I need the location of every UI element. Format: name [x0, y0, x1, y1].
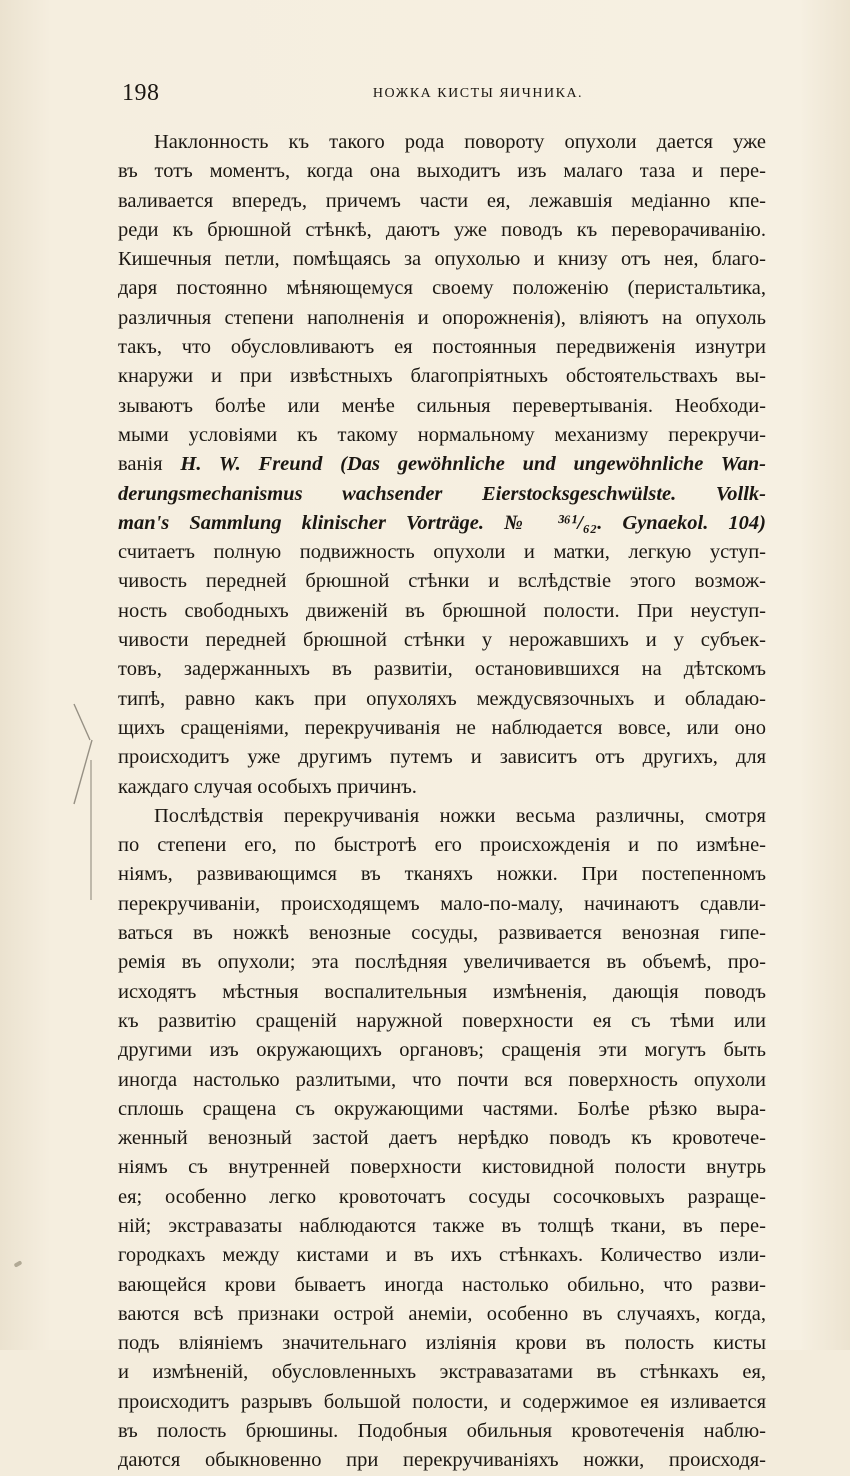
text-run: происходитъ разрывъ большой полости, и содержимое ея изливается — [118, 1390, 766, 1413]
running-title: НОЖКА КИСТЫ ЯИЧНИКА. — [372, 86, 584, 101]
text-run: зываютъ болѣе или менѣе сильныя перевертыванія. Необходи- — [118, 394, 766, 417]
text-line — [118, 860, 766, 889]
text-line — [118, 538, 766, 567]
text-run: ванія — [118, 453, 181, 476]
text-run: чивости передней брюшной стѣнки у нерожавшихъ и у субъек- — [118, 629, 766, 652]
citation-italic: H. W. Freund (Das gewöhnliche und ungewöhnliche Wan- — [180, 453, 766, 476]
text-run: ній; экстравазаты наблюдаются также въ толщѣ ткани, въ пере- — [118, 1214, 766, 1237]
text-run: ность свободныхъ движеній въ брюшной полости. При неуступ- — [118, 599, 766, 622]
text-line — [118, 1153, 766, 1182]
text-run: Кишечныя петли, помѣщаясь за опухолью и книзу отъ нея, благо- — [118, 248, 766, 271]
text-run: и измѣненій, обусловленныхъ экстравазатами въ стѣнкахъ ея, — [118, 1361, 766, 1384]
text-line — [118, 392, 766, 421]
text-line — [118, 421, 766, 450]
text-run: различныя степени наполненія и опорожненія), вліяютъ на опухоль — [118, 306, 766, 329]
text-run: ніямъ съ внутренней поверхности кистовидной полости внутрь — [118, 1156, 766, 1179]
text-line — [118, 480, 766, 509]
text-line — [118, 128, 766, 157]
text-line — [118, 509, 766, 538]
page-number: 198 — [122, 80, 160, 106]
text-run: вающейся крови бываетъ иногда настолько обильно, что разви- — [118, 1273, 766, 1296]
text-line — [118, 1183, 766, 1212]
text-line — [118, 304, 766, 333]
text-line — [118, 1036, 766, 1065]
text-line — [118, 714, 766, 743]
text-run: другими изъ окружающихъ органовъ; сращенія эти могутъ быть — [118, 1039, 766, 1062]
text-run: исходятъ мѣстныя воспалительныя измѣненія, дающія поводъ — [118, 980, 766, 1003]
text-line — [118, 450, 766, 479]
page-header — [118, 80, 758, 110]
text-line — [118, 597, 766, 626]
text-run: въ полость брюшины. Подобныя обильныя кровотеченія наблю- — [118, 1420, 766, 1443]
text-run: ваются всѣ признаки острой анеміи, особенно въ случаяхъ, когда, — [118, 1302, 766, 1325]
text-line — [118, 1358, 766, 1387]
text-run: городкахъ между кистами и въ ихъ стѣнкахъ. Количество изли- — [118, 1244, 766, 1267]
text-line — [118, 655, 766, 684]
text-line — [118, 685, 766, 714]
text-run: типѣ, равно какъ при опухоляхъ междусвязочныхъ и обладаю- — [118, 687, 766, 710]
text-run: считаетъ полную подвижность опухоли и матки, легкую уступ- — [118, 541, 766, 564]
text-line — [118, 1212, 766, 1241]
text-run: даря постоянно мѣняющемуся своему положенію (перистальтика, — [118, 277, 766, 300]
text-line — [118, 1124, 766, 1153]
text-line — [118, 274, 766, 303]
margin-rule — [90, 760, 92, 900]
text-line — [118, 948, 766, 977]
text-line — [118, 1007, 766, 1036]
text-line — [118, 1417, 766, 1446]
text-run: такъ, что обусловливаютъ ея постоянныя передвиженія изнутри — [118, 336, 766, 359]
text-line — [118, 773, 766, 802]
text-line — [118, 1388, 766, 1417]
text-run: происходитъ уже другимъ путемъ и зависитъ отъ другихъ, для — [118, 746, 766, 769]
text-line — [118, 1300, 766, 1329]
text-line — [118, 1271, 766, 1300]
text-line — [118, 157, 766, 186]
text-line — [118, 362, 766, 391]
text-line — [118, 919, 766, 948]
text-run: ніямъ, развивающимся въ тканяхъ ножки. При постепенномъ — [118, 863, 766, 886]
text-line — [118, 187, 766, 216]
text-run: Наклонность къ такого рода повороту опухоли дается уже — [154, 131, 766, 153]
text-run: перекручиваніи, происходящемъ мало-по-малу, начинаютъ сдавли- — [118, 892, 766, 915]
citation-italic: man's Sammlung klinischer Vorträge. № ³⁶¹/₆₂. Gynaekol. 104) — [118, 511, 766, 534]
text-line — [118, 831, 766, 860]
text-run: ея; особенно легко кровоточатъ сосуды сосочковыхъ разраще- — [118, 1185, 766, 1208]
text-line — [118, 1446, 766, 1475]
text-line — [118, 978, 766, 1007]
text-run: иногда настолько разлитыми, что почти вся поверхность опухоли — [118, 1068, 766, 1091]
text-run: мыми условіями къ такому нормальному механизму перекручи- — [118, 423, 766, 446]
body-text — [118, 128, 766, 1476]
text-line — [118, 802, 766, 831]
text-run: каждаго случая особыхъ причинъ. — [118, 775, 417, 798]
text-run: даются обыкновенно при перекручиваніяхъ ножки, происходя- — [118, 1449, 766, 1472]
text-line — [118, 245, 766, 274]
text-run: валивается впередъ, причемъ части ея, лежавшія медіанно кпе- — [118, 189, 766, 212]
text-line — [118, 1066, 766, 1095]
text-line — [118, 1241, 766, 1270]
text-run: реди къ брюшной стѣнкѣ, даютъ уже поводъ къ переворачиванію. — [118, 218, 766, 241]
text-line — [118, 626, 766, 655]
margin-pencil-mark — [68, 700, 98, 830]
text-run: ремія въ опухоли; эта послѣдняя увеличивается въ объемѣ, про- — [118, 951, 766, 974]
text-line — [118, 333, 766, 362]
citation-italic: derungsmechanismus wachsender Eierstocksgeschwülste. Vollk- — [118, 482, 766, 505]
text-run: женный венозный застой даетъ нерѣдко поводъ къ кровотече- — [118, 1127, 766, 1150]
text-line — [118, 567, 766, 596]
text-line — [118, 890, 766, 919]
text-run: Послѣдствія перекручиванія ножки весьма различны, смотря — [154, 804, 766, 827]
paper-speck — [14, 1260, 23, 1267]
text-run: въ тотъ моментъ, когда она выходитъ изъ малаго таза и пере- — [118, 160, 766, 183]
text-line — [118, 1095, 766, 1124]
text-line — [118, 216, 766, 245]
text-run: чивость передней брюшной стѣнки и вслѣдствіе этого возмож- — [118, 570, 766, 593]
text-run: товъ, задержанныхъ въ развитіи, остановившихся на дѣтскомъ — [118, 658, 766, 681]
text-run: сплошь сращена съ окружающими частями. Болѣе рѣзко выра- — [118, 1097, 766, 1120]
text-run: ваться въ ножкѣ венозные сосуды, развивается венозная гипе- — [118, 922, 766, 945]
text-line — [118, 1329, 766, 1358]
text-run: по степени его, по быстротѣ его происхожденія и по измѣне- — [118, 834, 766, 857]
text-run: кнаружи и при извѣстныхъ благопріятныхъ обстоятельствахъ вы- — [118, 365, 766, 388]
text-line — [118, 743, 766, 772]
text-run: подъ вліяніемъ значительнаго изліянія крови въ полость кисты — [118, 1332, 766, 1355]
text-run: къ развитію сращеній наружной поверхности ея съ тѣми или — [118, 1009, 766, 1032]
text-run: щихъ сращеніями, перекручиванія не наблюдается вовсе, или оно — [118, 716, 766, 739]
